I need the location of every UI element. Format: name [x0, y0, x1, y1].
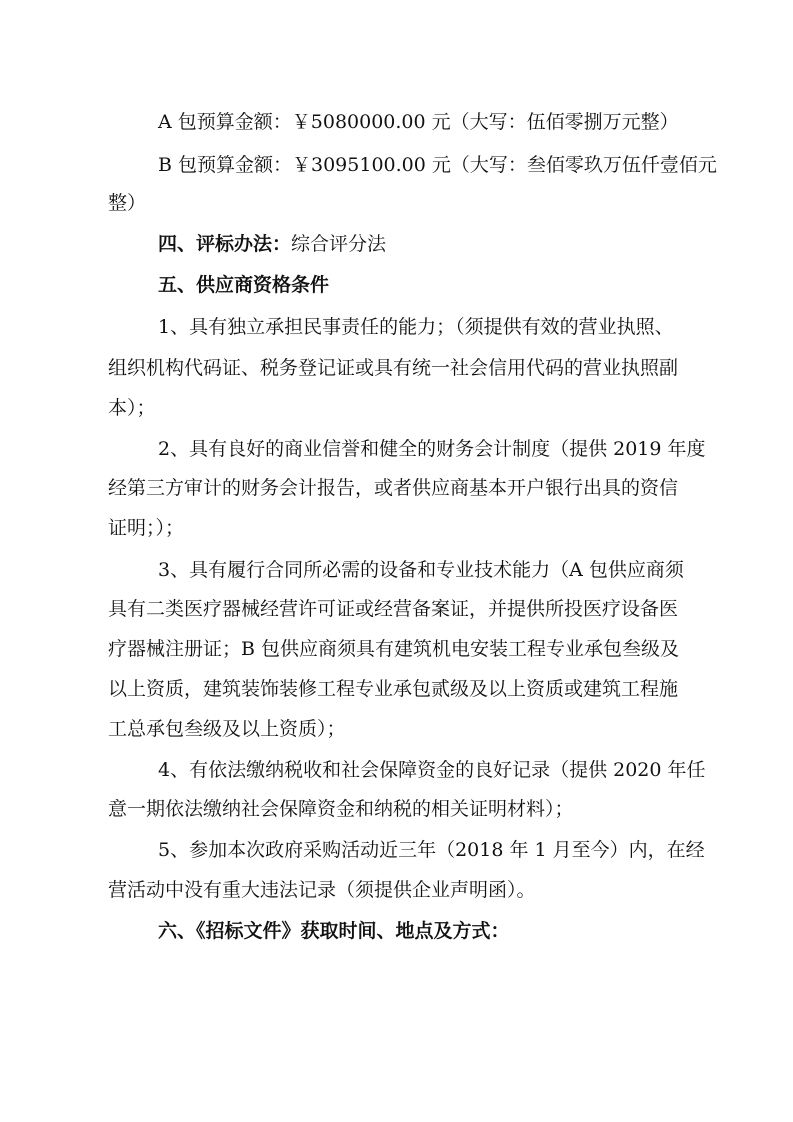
- condition-4-line-1: 4、有依法缴纳税收和社会保障资金的良好记录（提供 2020 年任: [158, 759, 706, 781]
- condition-1-line-3: 本）；: [108, 397, 156, 419]
- condition-2-line-2: 经第三方审计的财务会计报告，或者供应商基本开户银行出具的资信: [108, 477, 679, 499]
- condition-2-line-1: 2、具有良好的商业信誉和健全的财务会计制度（提供 2019 年度: [158, 438, 706, 460]
- condition-5-line-2: 营活动中没有重大违法记录（须提供企业声明函）。: [108, 879, 536, 901]
- budget-b-line: B 包预算金额：￥3095100.00 元（大写：叁佰零玖万伍仟壹佰元: [158, 154, 717, 176]
- budget-b-line-continued: 整）: [108, 192, 147, 214]
- condition-3-line-4: 以上资质，建筑装饰装修工程专业承包贰级及以上资质或建筑工程施: [108, 678, 679, 700]
- condition-1-line-2: 组织机构代码证、税务登记证或具有统一社会信用代码的营业执照副: [108, 357, 679, 379]
- condition-3-line-1: 3、具有履行合同所必需的设备和专业技术能力（A 包供应商须: [158, 559, 684, 581]
- condition-5-line-1: 5、参加本次政府采购活动近三年（2018 年 1 月至今）内，在经: [158, 839, 705, 861]
- condition-3-line-2: 具有二类医疗器械经营许可证或经营备案证，并提供所投医疗设备医: [108, 598, 679, 620]
- section-5-heading: 五、供应商资格条件: [158, 274, 330, 296]
- condition-3-line-3: 疗器械注册证；B 包供应商须具有建筑机电安装工程专业承包叁级及: [108, 638, 680, 660]
- budget-a-line: A 包预算金额：￥5080000.00 元（大写：伍佰零捌万元整）: [158, 111, 679, 133]
- section-4-heading: [158, 232, 386, 256]
- condition-1-line-1: 1、具有独立承担民事责任的能力；（须提供有效的营业执照、: [158, 316, 674, 338]
- section-4-value: 综合评分法: [291, 233, 387, 255]
- condition-2-line-3: 证明；）；: [108, 517, 185, 539]
- section-6-heading: 六、《招标文件》获取时间、地点及方式：: [158, 920, 510, 942]
- condition-4-line-2: 意一期依法缴纳社会保障资金和纳税的相关证明材料）；: [108, 798, 574, 820]
- condition-3-line-5: 工总承包叁级及以上资质）；: [108, 718, 346, 740]
- section-4-label: 四、评标办法：: [158, 233, 292, 255]
